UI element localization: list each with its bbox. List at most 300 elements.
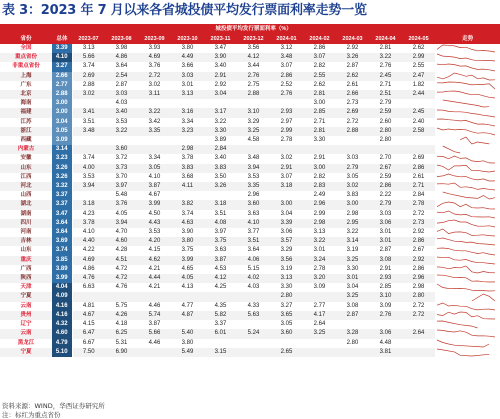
table-row [0, 99, 500, 108]
province-cell: 云南 [20, 302, 32, 309]
header-group-label: 城投债平均发行票面利率（%） [72, 24, 435, 34]
rate-cell: 5.40 [171, 329, 204, 338]
rate-cell: 3.63 [247, 210, 260, 217]
rate-cell: 2.99 [402, 53, 435, 62]
rate-cell: 3.30 [204, 127, 237, 136]
rate-cell: 3.18 [270, 182, 303, 191]
province-cell: 贵州 [0, 311, 52, 320]
rate-cell [402, 348, 435, 357]
table-row [0, 219, 500, 228]
rate-cell: 3.25 [336, 292, 369, 301]
trend-sparkline [435, 283, 500, 292]
rate-cell [105, 292, 138, 301]
rate-cell: 3.14 [336, 237, 369, 246]
rate-cell [237, 292, 270, 301]
sparkline-svg [435, 191, 497, 200]
province-cell: 全国 [20, 45, 32, 51]
rate-cell: 3.76 [105, 200, 138, 209]
rate-cell: 3.26 [336, 53, 369, 62]
province-cell: 四川 [0, 219, 52, 228]
rate-cell: 2.86 [313, 45, 326, 51]
rate-cell: 3.00 [303, 164, 336, 173]
month-header: 2023-11 [204, 34, 237, 44]
rate-cell: 2.85 [303, 108, 336, 117]
rate-cell: 3.22 [346, 229, 359, 236]
rate-cell [369, 320, 402, 329]
rate-cell: 2.84 [204, 145, 237, 154]
rate-cell: 3.90 [181, 229, 194, 236]
rate-cell: 2.92 [214, 81, 227, 88]
rate-cell: 3.99 [138, 200, 171, 209]
total-cell: 4.79 [52, 339, 72, 348]
province-cell: 宁夏 [0, 292, 52, 301]
rate-cell: 5.63 [237, 311, 270, 320]
rate-cell: 3.13 [171, 90, 204, 99]
rate-cell: 3.72 [115, 155, 128, 162]
rate-cell: 3.10 [369, 292, 402, 301]
province-cell: 江苏 [20, 118, 32, 125]
province-cell: 重点省份 [0, 53, 52, 62]
rate-cell: 3.48 [72, 127, 105, 136]
rate-cell [138, 145, 171, 154]
rate-cell: 2.55 [303, 72, 336, 81]
trend-header: 走势 [435, 34, 500, 44]
rate-cell: 4.67 [148, 192, 161, 199]
rate-cell [171, 292, 204, 301]
rate-cell: 5.75 [115, 302, 128, 309]
month-header: 2023-08 [105, 34, 138, 44]
total-cell: 2.88 [52, 90, 72, 99]
rate-cell: 3.00 [313, 100, 326, 107]
rate-cell: 3.22 [303, 237, 336, 246]
province-cell: 西藏 [20, 137, 32, 144]
rate-cell: 4.60 [105, 237, 138, 246]
rate-cell: 2.79 [379, 100, 392, 107]
rate-cell: 2.86 [270, 72, 303, 81]
province-cell: 河南 [20, 229, 32, 236]
trend-sparkline [435, 274, 500, 283]
rate-cell: 4.76 [115, 284, 128, 291]
sparkline-path [437, 266, 495, 273]
sparkline-path [437, 220, 495, 227]
rate-cell: 2.80 [379, 137, 392, 144]
rate-cell [237, 348, 270, 357]
sparkline-svg [435, 155, 497, 164]
rate-cell: 4.65 [181, 265, 194, 272]
rate-cell: 3.03 [379, 210, 392, 217]
province-cell: 内蒙古 [0, 145, 52, 154]
rate-cell: 2.91 [270, 164, 303, 173]
rate-cell: 3.25 [336, 256, 369, 265]
rate-cell: 2.98 [346, 210, 359, 217]
table-row [0, 200, 500, 209]
province-cell: 江西 [20, 173, 32, 180]
province-cell: 广东 [20, 81, 32, 88]
trend-sparkline [435, 265, 500, 274]
rate-cell: 3.97 [214, 229, 227, 236]
rate-cell: 3.07 [280, 173, 293, 180]
rate-cell [171, 99, 204, 108]
rate-cell: 3.89 [214, 137, 227, 144]
rate-cell: 4.40 [72, 237, 105, 246]
province-cell: 吉林 [0, 237, 52, 246]
rate-cell: 3.44 [247, 63, 260, 70]
rate-cell: 3.80 [181, 45, 194, 51]
sparkline-path [437, 275, 495, 282]
rate-cell: 3.22 [138, 108, 171, 117]
trend-sparkline [435, 228, 500, 237]
rate-cell: 2.80 [402, 292, 435, 301]
rate-cell: 2.99 [270, 127, 303, 136]
sparkline-path [437, 82, 495, 89]
rate-cell: 2.85 [379, 284, 392, 291]
trend-sparkline [435, 320, 500, 329]
rate-cell: 4.13 [181, 284, 194, 291]
table-row [0, 53, 500, 62]
table-row [0, 246, 500, 255]
rate-cell: 2.76 [270, 90, 303, 99]
rate-cell: 4.69 [138, 53, 171, 62]
sparkline-svg [435, 63, 497, 72]
trend-sparkline [435, 164, 500, 173]
sparkline-svg [435, 145, 497, 154]
rate-cell [270, 99, 303, 108]
rate-cell: 2.72 [402, 311, 435, 320]
sparkline-path [437, 303, 495, 310]
rate-cell: 5.15 [247, 265, 260, 272]
total-cell: 3.26 [52, 173, 72, 182]
rate-cell: 2.73 [346, 100, 359, 107]
table-row [0, 292, 500, 301]
rate-cell: 4.62 [138, 256, 171, 265]
rate-cell: 3.37 [214, 321, 227, 328]
rate-cell: 2.96 [402, 274, 435, 283]
rate-cell: 3.53 [247, 173, 260, 180]
rate-cell: 3.01 [369, 237, 402, 246]
rate-cell: 3.75 [204, 237, 237, 246]
rate-cell: 3.80 [171, 237, 204, 246]
rate-cell: 4.28 [115, 247, 128, 254]
month-header: 2024-01 [270, 34, 303, 44]
rate-cell: 3.57 [270, 237, 303, 246]
sparkline-svg [435, 99, 497, 108]
rate-cell: 3.22 [214, 118, 227, 125]
sparkline-svg [435, 219, 497, 228]
trend-sparkline [435, 191, 500, 200]
total-cell: 3.89 [52, 265, 72, 274]
sparkline-svg [435, 90, 497, 99]
total-cell: 3.09 [52, 136, 72, 145]
rate-cell: 4.69 [72, 256, 105, 265]
table-row [0, 329, 500, 338]
sparkline-svg [435, 256, 497, 265]
rate-cell: 3.29 [247, 118, 260, 125]
trend-sparkline [435, 62, 500, 71]
rate-cell: 2.70 [379, 155, 392, 162]
sparkline-path [437, 119, 495, 126]
rate-cell: 4.63 [171, 219, 204, 228]
rate-cell [171, 191, 204, 200]
rate-cell [402, 320, 435, 329]
rate-cell: 2.82 [313, 173, 326, 180]
sparkline-svg [435, 274, 497, 283]
rate-cell: 3.50 [214, 173, 227, 180]
header-blank-cell [0, 24, 72, 34]
province-cell: 山东 [0, 164, 52, 173]
sparkline-svg [435, 81, 497, 90]
total-cell: 3.47 [52, 210, 72, 219]
sparkline-svg [435, 293, 497, 302]
table-row [0, 265, 500, 274]
rate-cell: 2.65 [270, 348, 303, 357]
sparkline-path [437, 340, 489, 347]
rate-cell: 4.17 [303, 311, 336, 320]
trend-sparkline [435, 118, 500, 127]
rate-cell: 5.24 [237, 329, 270, 338]
rate-cell [171, 320, 204, 329]
rate-cell: 2.81 [379, 45, 392, 51]
rate-cell: 2.99 [313, 210, 326, 217]
rate-cell: 2.98 [412, 284, 425, 291]
rate-cell: 3.16 [171, 108, 204, 117]
province-cell: 宁夏 [0, 348, 52, 357]
rate-cell: 4.48 [379, 339, 392, 346]
sparkline-svg [435, 339, 497, 348]
rate-cell: 3.24 [303, 256, 336, 265]
table-row [0, 339, 500, 348]
rate-cell: 2.67 [412, 247, 425, 254]
table-row [0, 237, 500, 246]
rate-cell: 3.75 [181, 247, 194, 254]
total-cell: 3.00 [52, 99, 72, 108]
rate-cell: 2.40 [412, 118, 425, 125]
rate-cell: 2.93 [270, 108, 303, 117]
trend-sparkline [435, 145, 500, 154]
rate-cell: 3.30 [280, 284, 293, 291]
trend-sparkline [435, 44, 500, 53]
rate-cell: 3.87 [148, 321, 161, 328]
rate-cell: 2.76 [369, 311, 402, 320]
rate-cell: 3.03 [346, 155, 359, 162]
rate-cell: 4.00 [72, 164, 105, 173]
rate-cell: 2.61 [346, 81, 359, 88]
rate-cell: 3.25 [237, 127, 270, 136]
rate-cell: 3.66 [181, 63, 194, 70]
province-cell: 天津 [20, 284, 32, 291]
rate-cell: 2.75 [247, 81, 260, 88]
sparkline-path [437, 128, 495, 135]
table-row [0, 210, 500, 219]
table-row [0, 320, 500, 329]
table-row [0, 274, 500, 283]
table-row [0, 72, 500, 81]
rate-cell: 3.73 [105, 164, 138, 173]
rate-cell: 2.78 [313, 265, 326, 272]
rate-cell: 3.63 [214, 247, 227, 254]
rate-cell: 4.21 [148, 265, 161, 272]
page-title: 表 3：2023 年 7 月以来各省城投债平均发行票面利率走势一览 [2, 3, 367, 18]
rate-cell: 3.51 [237, 237, 270, 246]
sparkline-svg [435, 164, 497, 173]
rate-cell: 3.77 [247, 229, 260, 236]
rate-cell [270, 145, 303, 154]
rate-cell: 2.72 [138, 72, 171, 81]
rate-cell [204, 99, 237, 108]
rate-cell: 3.06 [369, 219, 402, 228]
sparkline-svg [435, 136, 497, 145]
rate-cell: 3.53 [115, 118, 128, 125]
trend-sparkline [435, 348, 500, 357]
rate-cell: 4.70 [115, 229, 128, 236]
sparkline-path [437, 64, 495, 71]
trend-sparkline [435, 329, 500, 338]
rate-cell [138, 348, 171, 357]
rate-cell: 4.25 [214, 284, 227, 291]
rate-cell: 4.44 [138, 274, 171, 283]
rate-cell: 3.19 [346, 247, 359, 254]
rate-cell [204, 339, 237, 348]
rate-cell [270, 339, 303, 348]
rate-cell: 3.53 [82, 173, 95, 180]
sparkline-path [437, 202, 495, 209]
sparkline-path [437, 321, 478, 328]
rate-cell [72, 99, 105, 108]
rate-cell: 2.61 [412, 173, 425, 180]
rate-cell: 2.62 [313, 81, 326, 88]
rate-cell: 3.35 [138, 127, 171, 136]
rate-cell [72, 191, 105, 200]
rate-cell: 4.20 [138, 237, 171, 246]
rate-cell: 3.01 [379, 229, 392, 236]
rate-cell: 2.72 [412, 302, 425, 309]
rate-cell: 3.01 [313, 247, 326, 254]
rate-cell: 2.95 [336, 219, 369, 228]
rate-cell: 4.76 [72, 274, 105, 283]
sparkline-path [437, 156, 495, 163]
rate-cell: 2.78 [402, 200, 435, 209]
rate-cell: 3.41 [72, 108, 105, 117]
table-row [0, 154, 500, 163]
rate-cell: 2.86 [369, 182, 402, 191]
rate-cell [237, 99, 270, 108]
sparkline-svg [435, 265, 497, 274]
rate-cell: 2.91 [379, 265, 392, 272]
sparkline-svg [435, 283, 497, 292]
total-cell: 5.10 [52, 348, 72, 357]
rate-cell: 3.27 [280, 302, 293, 309]
rate-cell: 3.87 [204, 256, 237, 265]
rate-cell: 3.87 [138, 182, 171, 191]
rate-cell: 4.87 [171, 311, 204, 320]
rate-cell: 3.35 [237, 182, 270, 191]
rate-cell: 4.05 [171, 274, 204, 283]
rate-cell [336, 348, 369, 357]
table-row [0, 311, 500, 320]
rate-cell: 3.51 [82, 118, 95, 125]
trend-sparkline [435, 108, 500, 117]
rate-cell: 4.46 [148, 302, 161, 309]
rate-cell: 4.35 [214, 302, 227, 309]
rate-cell: 2.88 [336, 127, 369, 136]
rate-cell: 3.05 [138, 164, 171, 173]
trend-sparkline [435, 53, 500, 62]
rate-cell [369, 145, 402, 154]
province-cell: 安徽 [20, 155, 32, 162]
rate-cell: 2.71 [379, 81, 392, 88]
trend-sparkline [435, 200, 500, 209]
rate-cell: 3.09 [313, 284, 326, 291]
sparkline-svg [435, 302, 497, 311]
rate-cell: 4.58 [247, 137, 260, 144]
rate-cell: 5.66 [72, 53, 105, 62]
rate-cell: 3.83 [171, 164, 204, 173]
rate-cell: 3.03 [105, 90, 138, 99]
rate-cell: 2.60 [379, 118, 392, 125]
rate-cell: 3.81 [369, 348, 402, 357]
rate-cell: 2.69 [72, 72, 105, 81]
rate-cell: 4.50 [148, 210, 161, 217]
rate-cell [237, 339, 270, 348]
rate-cell: 3.83 [204, 164, 237, 173]
table-row [0, 164, 500, 173]
rate-cell: 6.01 [204, 329, 237, 338]
total-cell: 3.64 [52, 219, 72, 228]
sparkline-svg [435, 44, 497, 53]
rate-cell: 2.62 [412, 45, 425, 51]
trend-sparkline [435, 154, 500, 163]
rate-cell: 2.51 [369, 90, 402, 99]
rate-cell: 2.97 [280, 118, 293, 125]
rate-cell: 3.40 [105, 108, 138, 117]
trend-sparkline [435, 99, 500, 108]
total-cell: 3.04 [52, 118, 72, 127]
rate-cell [336, 145, 369, 154]
rate-cell: 3.94 [72, 182, 105, 191]
rate-cell: 4.77 [181, 302, 194, 309]
rate-cell: 3.60 [270, 329, 303, 338]
rate-cell: 4.72 [105, 274, 138, 283]
province-header: 省份 [0, 34, 52, 44]
rate-cell: 6.25 [105, 329, 138, 338]
sparkline-path [437, 248, 495, 255]
trend-sparkline [435, 173, 500, 182]
table-row [0, 283, 500, 292]
table-row [0, 127, 500, 136]
rate-cell: 3.00 [336, 200, 369, 209]
table-row [0, 256, 500, 265]
total-cell: 4.16 [52, 302, 72, 311]
month-header: 2023-09 [138, 34, 171, 44]
rate-cell: 3.22 [105, 127, 138, 136]
sparkline-path [443, 100, 489, 107]
month-header: 2023-12 [237, 34, 270, 44]
footnote: 注：标红为重点省份 [2, 411, 61, 419]
rate-cell [303, 339, 336, 348]
table-row [0, 108, 500, 117]
province-cell: 黑龙江 [17, 339, 35, 346]
sparkline-svg [435, 210, 497, 219]
rate-cell: 3.70 [115, 173, 128, 180]
rate-cell: 3.60 [105, 145, 138, 154]
rate-cell [402, 99, 435, 108]
rate-cell: 4.72 [115, 265, 128, 272]
rate-cell: 3.65 [270, 311, 303, 320]
rate-cell: 2.66 [336, 90, 369, 99]
rate-cell: 3.02 [280, 155, 293, 162]
rate-cell: 3.04 [204, 90, 237, 99]
trend-sparkline [435, 292, 500, 301]
rate-cell: 5.82 [204, 311, 237, 320]
